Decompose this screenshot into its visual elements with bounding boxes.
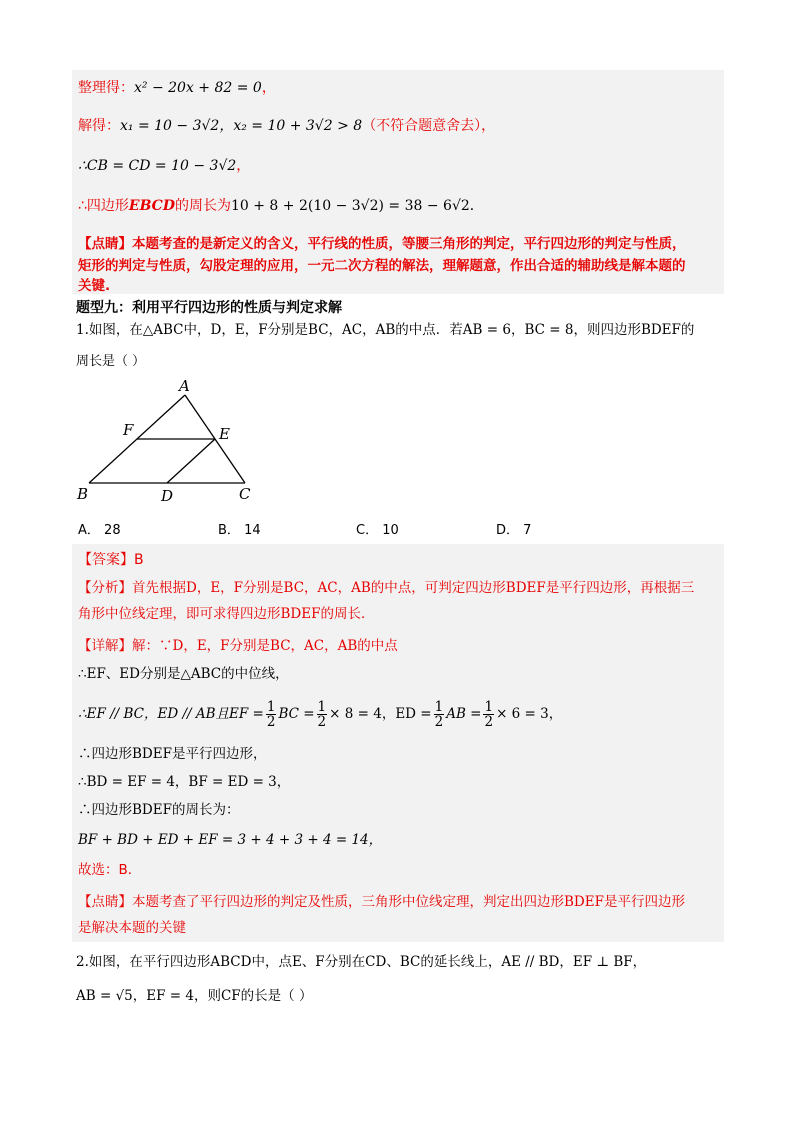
option-a[interactable]: A． 28 — [78, 523, 121, 538]
analysis-label: 【分析】 — [78, 580, 132, 596]
option-text: 28 — [104, 523, 121, 538]
math-text: ∴EF // BC，ED // AB且EF = — [78, 706, 264, 722]
denominator: 2 — [317, 714, 327, 730]
math-text: 10 + 8 + 2(10 − 3√2) = 38 − 6√2 — [230, 198, 470, 214]
option-c[interactable]: C． 10 — [356, 523, 399, 538]
question-2-line-1: 2.如图，在平行四边形ABCD中，点E、F分别在CD、BC的延长线上，AE // BD，EF ⊥ BF， — [76, 954, 647, 970]
vertex-label-A: A — [179, 377, 190, 395]
comment-line-2: 矩形的判定与性质，勾股定理的应用，一元二次方程的解法，理解题意，作出合适的辅助线是解本题的 — [78, 258, 686, 274]
fraction-half — [434, 700, 445, 729]
answer-label: 【答案】 — [78, 552, 134, 568]
shape-name: EBCD — [128, 198, 175, 214]
question-1-line-2: 周长是（ ） — [76, 354, 146, 369]
option-text: 10 — [382, 523, 399, 538]
option-text: 7 — [523, 523, 532, 538]
option-key: A — [78, 523, 87, 538]
answer-value: B — [134, 552, 144, 568]
point-label-D: D — [161, 487, 174, 505]
detail-text: 解：∵D，E，F分别是BC，AC，AB的中点 — [132, 638, 398, 654]
question-2-line-2: AB = √5，EF = 4，则CF的长是（ ） — [76, 988, 313, 1004]
math-text: × 6 = 3， — [496, 706, 563, 722]
detail-line-6: ∴四边形BDEF的周长为： — [78, 802, 240, 818]
punct: ， — [261, 80, 276, 96]
label-text: 整理得： — [78, 80, 134, 96]
choose-line: 故选：B． — [78, 862, 142, 878]
label-text: ∴四边形 — [78, 198, 129, 214]
option-key: B — [218, 523, 227, 538]
numerator: 1 — [434, 699, 444, 715]
denominator: 2 — [266, 714, 276, 730]
math-text: x² − 20x + 82 = 0 — [134, 80, 262, 96]
equation-line-1 — [78, 78, 276, 98]
detail-line-1 — [78, 636, 398, 656]
math-text: x₁ = 10 − 3√2，x₂ = 10 + 3√2 > 8 — [120, 118, 363, 134]
math-text: × 8 = 4，ED = — [329, 706, 432, 722]
math-text: BC = — [278, 706, 315, 722]
vertex-label-C: C — [239, 485, 251, 503]
label-text: 解得： — [78, 118, 120, 134]
analysis-line-2: 角形中位线定理，即可求得四边形BDEF的周长． — [78, 606, 375, 622]
detail-line-4: ∴四边形BDEF是平行四边形， — [78, 746, 267, 762]
fraction-half — [483, 700, 494, 729]
denominator: 2 — [484, 714, 494, 730]
note-text: （不符合题意舍去）， — [362, 118, 496, 134]
math-text: AB = — [446, 706, 482, 722]
numerator: 1 — [317, 699, 327, 715]
detail-label: 【详解】 — [78, 638, 132, 654]
fraction-half — [266, 700, 277, 729]
comment-line-1: 【点睛】本题考查的是新定义的含义，平行线的性质，等腰三角形的判定，平行四边形的判定与性质， — [78, 236, 686, 252]
comment-line-3: 关键. — [78, 278, 111, 294]
comment-2-line-2: 是解决本题的关键 — [78, 920, 186, 936]
detail-line-7: BF + BD + ED + EF = 3 + 4 + 3 + 4 = 14， — [78, 832, 383, 848]
section-heading: 题型九：利用平行四边形的性质与判定求解 — [76, 300, 342, 316]
triangle-figure — [75, 375, 265, 505]
option-key: D — [496, 523, 507, 538]
option-key: C — [356, 523, 366, 538]
vertex-label-B: B — [77, 485, 89, 503]
option-d[interactable]: D． 7 — [496, 523, 532, 538]
equation-line-4 — [78, 196, 484, 216]
equation-line-2 — [78, 116, 495, 136]
option-b[interactable]: B． 14 — [218, 523, 261, 538]
numerator: 1 — [484, 699, 494, 715]
point-label-E: E — [219, 425, 230, 443]
label-text: 的周长为 — [174, 198, 231, 214]
answer-line — [78, 550, 144, 570]
segment-ED — [167, 439, 215, 483]
denominator: 2 — [434, 714, 444, 730]
point-label-F: F — [123, 421, 134, 439]
detail-line-5: ∴BD = EF = 4，BF = ED = 3， — [78, 774, 291, 790]
punct: ． — [469, 198, 484, 214]
option-text: 14 — [244, 523, 261, 538]
analysis-line-1 — [78, 578, 694, 598]
question-1-line-1: 1.如图，在△ABC中，D，E，F分别是BC，AC，AB的中点．若AB = 6，BC = 8，则四边形BDEF的 — [76, 322, 695, 338]
detail-line-2: ∴EF、ED分别是△ABC的中位线， — [78, 666, 289, 682]
fraction-half — [317, 700, 328, 729]
punct: ， — [236, 158, 251, 174]
comment-2-line-1: 【点睛】本题考查了平行四边形的判定及性质，三角形中位线定理，判定出四边形BDEF是平行四边形 — [78, 894, 685, 910]
equation-line-3 — [78, 156, 250, 176]
detail-line-3 — [78, 698, 562, 730]
analysis-text: 首先根据D，E，F分别是BC，AC，AB的中点，可判定四边形BDEF是平行四边形，再根据三 — [132, 580, 695, 596]
numerator: 1 — [266, 699, 276, 715]
math-text: ∴CB = CD = 10 − 3√2 — [78, 158, 237, 174]
